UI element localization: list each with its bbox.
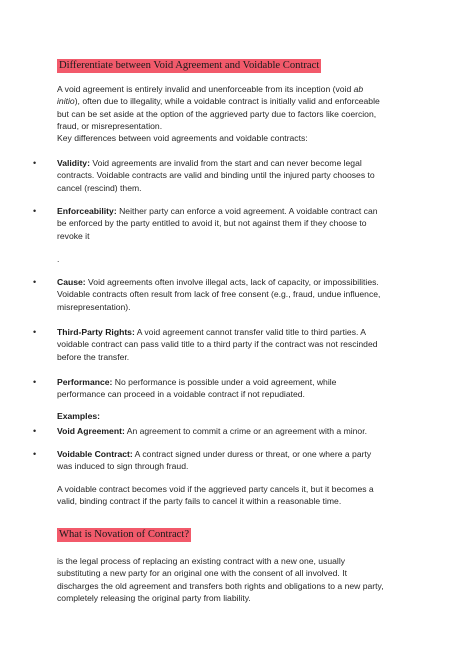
list-item-validity: Validity: Void agreements are invalid from the start and can never become legal contracts. Voidable contracts are valid and binding until the injured party chooses to cancel (rescind) them. (57, 158, 375, 193)
bullet: • (33, 206, 37, 216)
list-item-cause: Cause: Void agreements often involve illegal acts, lack of capacity, or impossibilities. Voidable contracts often result from lack of free consent (e.g., fraud, undue influence, misrepresentation). (57, 277, 381, 312)
bullet: • (33, 377, 37, 387)
example-item-void-agreement: Void Agreement: An agreement to commit a crime or an agreement with a minor. (57, 426, 367, 436)
closing-paragraph: A voidable contract becomes void if the aggrieved party cancels it, but it becomes a valid, binding contract if the party fails to cancel it within a reasonable time. (57, 484, 374, 507)
key-differences-label: Key differences between void agreements and voidable contracts: (57, 133, 308, 144)
list-item-third-party-rights: Third-Party Rights: A void agreement cannot transfer valid title to third parties. A voidable contract can pass valid title to a third party if the contract was not rescinded before the transfer. (57, 327, 378, 362)
intro-paragraph: A void agreement is entirely invalid and unenforceable from its inception (void ab initio), often due to illegality, while a voidable contract is initially valid and enforceable but can be set aside at the option of the aggrieved party due to factors like coercion, fraud, or misrepresentation. Key differences between void agreements and voidable contracts: (57, 84, 380, 144)
bullet: • (33, 277, 37, 287)
list-item-performance: Performance: No performance is possible under a void agreement, while performance can proceed in a voidable contract if not repudiated. (57, 377, 337, 400)
example-item-voidable-contract: Voidable Contract: A contract signed under duress or threat, or one where a party was induced to sign through fraud. (57, 449, 372, 472)
section-heading-void-vs-voidable: Differentiate between Void Agreement and Voidable Contract (59, 60, 320, 71)
bullet: • (33, 426, 37, 436)
bullet: • (33, 327, 37, 337)
stray-dot: . (57, 254, 60, 264)
examples-label: Examples: (57, 411, 100, 421)
bullet: • (33, 158, 37, 168)
list-item-enforceability: Enforceability: Neither party can enforce a void agreement. A voidable contract can be enforced by the party entitled to avoid it, but not against them if they choose to revoke it (57, 206, 378, 241)
novation-paragraph: is the legal process of replacing an existing contract with a new one, usually substituting a new party for an original one with the consent of all involved. It discharges the old agreement and transfers both rights and obligations to a new party, completely releasing the original party from liability. (57, 556, 384, 603)
bullet: • (33, 449, 37, 459)
section-heading-novation: What is Novation of Contract? (59, 529, 190, 540)
